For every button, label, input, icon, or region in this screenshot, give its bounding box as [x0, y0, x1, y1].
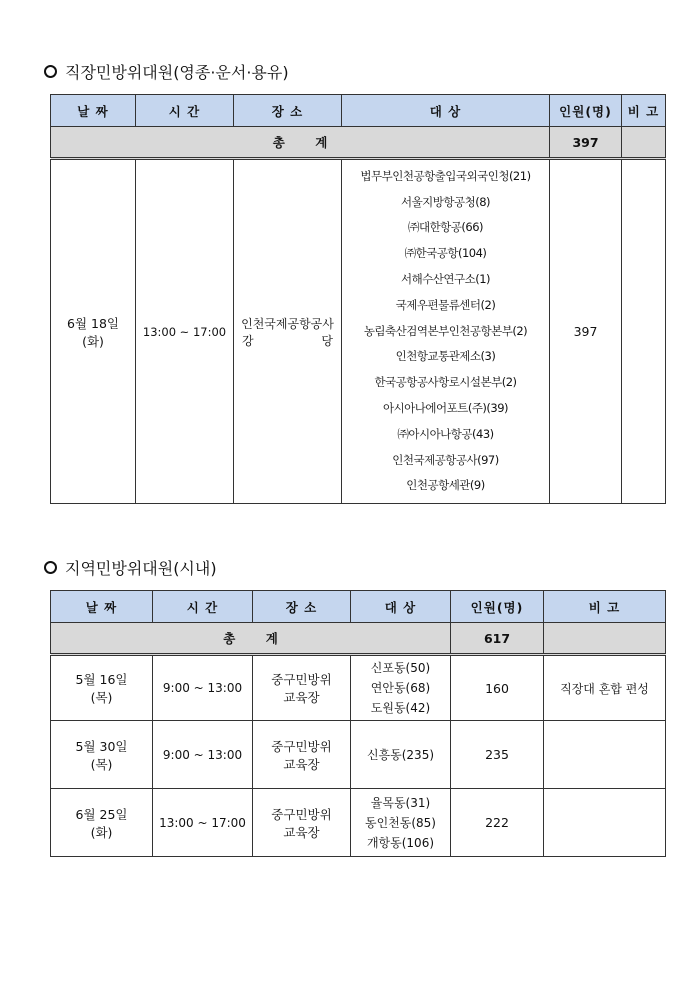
note-cell: 직장대 혼합 편성	[544, 655, 666, 721]
header-date: 날 짜	[51, 95, 136, 127]
note-cell	[544, 789, 666, 857]
date-text: 6월 18일	[67, 315, 119, 331]
header-target: 대 상	[351, 591, 451, 623]
target-cell	[342, 159, 550, 504]
target-cell	[351, 721, 451, 789]
date-text: 6월 25일	[75, 806, 128, 822]
list-item: 아시아나에어포트(주)(39)	[382, 400, 509, 415]
venue-text: 인천국제공항공사	[241, 316, 334, 331]
table-header-row	[51, 591, 666, 623]
table-row	[51, 721, 666, 789]
section-1-heading	[44, 60, 289, 83]
list-item: 인천항교통관제소(3)	[395, 349, 496, 364]
venue-subtext: 교육장	[283, 824, 320, 840]
list-item: 법무부인천공항출입국외국인청(21)	[360, 168, 531, 183]
total-count: 617	[451, 623, 544, 655]
header-venue: 장 소	[234, 95, 342, 127]
count-cell: 235	[451, 721, 544, 789]
venue-cell	[234, 159, 342, 504]
list-item: 개항동(106)	[366, 835, 435, 850]
date-cell	[51, 789, 153, 857]
total-count: 397	[550, 127, 622, 159]
venue-text: 중구민방위	[271, 738, 332, 754]
list-item: 농림축산검역본부인천공항본부(2)	[363, 323, 528, 338]
total-row	[51, 127, 666, 159]
section-2-title: 지역민방위대원(시내)	[65, 559, 217, 578]
list-item: 도원동(42)	[370, 701, 431, 715]
total-note	[544, 623, 666, 655]
list-item: 한국공항공사항로시설본부(2)	[374, 375, 517, 390]
time-cell: 13:00 ~ 17:00	[136, 159, 234, 504]
list-item: 동인천동(85)	[364, 815, 436, 830]
table-header-row	[51, 95, 666, 127]
date-cell	[51, 721, 153, 789]
date-text: 5월 30일	[75, 738, 128, 754]
venue-text: 중구민방위	[271, 806, 332, 822]
header-count: 인원(명)	[550, 95, 622, 127]
weekday-text: (목)	[90, 690, 113, 705]
venue-hall-part2: 당	[321, 333, 333, 348]
table-row	[51, 655, 666, 721]
note-cell	[544, 721, 666, 789]
header-count: 인원(명)	[451, 591, 544, 623]
list-item: 서해수산연구소(1)	[400, 272, 491, 286]
total-label: 총 계	[51, 127, 550, 159]
list-item: 국제우편물류센터(2)	[395, 297, 496, 312]
section-2-heading	[44, 556, 217, 579]
date-cell	[51, 159, 136, 504]
list-item: 신포동(50)	[370, 661, 431, 675]
note-cell	[622, 159, 666, 504]
date-cell	[51, 655, 153, 721]
regional-schedule-table	[50, 590, 666, 857]
venue-cell	[253, 721, 351, 789]
workplace-schedule-table	[50, 94, 666, 504]
target-cell	[351, 789, 451, 857]
total-label: 총 계	[51, 623, 451, 655]
circle-bullet-icon	[44, 65, 57, 78]
weekday-text: (화)	[90, 824, 113, 840]
header-note: 비 고	[622, 95, 666, 127]
venue-subtext: 교육장	[283, 756, 320, 772]
header-venue: 장 소	[253, 591, 351, 623]
date-text: 5월 16일	[75, 672, 128, 687]
venue-text: 중구민방위	[271, 672, 332, 687]
section-1-title: 직장민방위대원(영종·운서·용유)	[65, 63, 289, 82]
header-note: 비 고	[544, 591, 666, 623]
venue-cell	[253, 655, 351, 721]
list-item: ㈜한국공항(104)	[404, 246, 487, 261]
table-row	[51, 159, 666, 504]
count-cell: 397	[550, 159, 622, 504]
target-cell	[351, 655, 451, 721]
count-cell: 160	[451, 655, 544, 721]
venue-hall	[236, 332, 339, 349]
list-item: ㈜대한항공(66)	[407, 220, 484, 235]
list-item: 인천국제공항공사(97)	[392, 452, 499, 467]
time-cell: 9:00 ~ 13:00	[153, 655, 253, 721]
count-cell: 222	[451, 789, 544, 857]
venue-hall-part1: 강	[242, 333, 254, 348]
header-time: 시 간	[153, 591, 253, 623]
header-time: 시 간	[136, 95, 234, 127]
total-note	[622, 127, 666, 159]
venue-cell	[253, 789, 351, 857]
list-item: 연안동(68)	[370, 681, 431, 695]
weekday-text: (화)	[82, 333, 104, 349]
list-item: ㈜아시아나항공(43)	[397, 426, 494, 441]
table-row	[51, 789, 666, 857]
list-item: 율목동(31)	[370, 795, 431, 810]
weekday-text: (목)	[90, 756, 113, 772]
header-target: 대 상	[342, 95, 550, 127]
circle-bullet-icon	[44, 561, 57, 574]
list-item: 신흥동(235)	[366, 747, 435, 762]
time-cell: 9:00 ~ 13:00	[153, 721, 253, 789]
list-item: 인천공항세관(9)	[406, 478, 485, 493]
list-item: 서울지방항공청(8)	[400, 194, 491, 209]
total-row	[51, 623, 666, 655]
venue-subtext: 교육장	[283, 690, 320, 705]
time-cell: 13:00 ~ 17:00	[153, 789, 253, 857]
header-date: 날 짜	[51, 591, 153, 623]
